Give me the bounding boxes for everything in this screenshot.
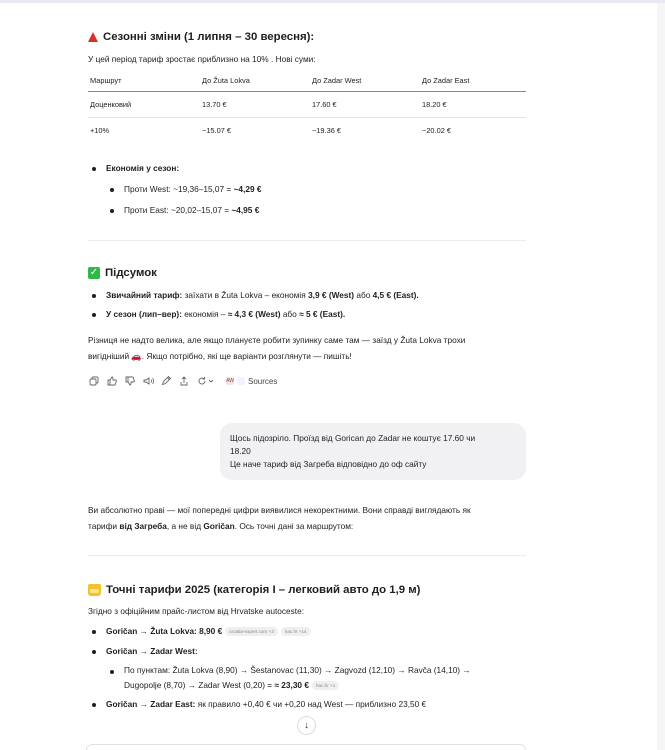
warning-triangle-icon [88,32,98,42]
source-chip[interactable]: croatia-expert.com +3 [225,627,278,636]
summary-label: У сезон (лип–вер): [106,309,182,319]
source-chip[interactable]: hac.hr +1 [312,681,339,690]
table-row [88,118,526,144]
arrow-down-icon: ↓ [304,720,309,731]
summary-value: 3,9 € (West) [308,290,355,300]
tariff-label: Goričan → Zadar East: [106,699,196,709]
list-item [88,160,261,177]
share-icon[interactable] [178,375,190,387]
table-cell: 17.60 € [310,92,420,118]
summary-list [88,287,419,323]
car-icon [88,584,101,596]
summary-note [88,332,465,364]
summary-note-line: вигідніший 🚗. Якщо потрібно, які ще варіанти розглянути — пишіть! [88,351,352,361]
summary-value: ≈ 5 € (East). [299,309,346,319]
list-item [88,643,471,660]
saving-value: ~4,29 € [233,184,262,194]
route-total: ≈ 23,30 € [274,680,309,690]
route-breakdown: По пунктам: Žuta Lokva (8,90) → Šestanovac (11,30) → Zagvozd (12,10) → Ravča (14,10) → [124,665,471,675]
source-favicon-icon: AW [226,378,234,384]
user-message-line: Це наче тариф від Загреба відповідно до оф сайту [230,459,427,469]
table-cell: Доценковий [88,92,200,118]
table-row [88,92,526,118]
source-favicon-icon [237,377,245,385]
divider [88,240,526,241]
reply-bold: від Загреба [119,521,167,531]
list-item [88,306,419,323]
savings-list [88,160,261,219]
reply-text: , а не від [166,521,204,531]
table-cell: 18.20 € [420,92,526,118]
regenerate-icon[interactable] [196,375,216,387]
tariff-text: як правило +0,40 € чи +0,20 над West — приблизно 23,50 € [195,699,427,709]
list-item [88,696,471,713]
table-cell: ~19.36 € [312,126,341,136]
saving-text: Проти East: ~20,02–15,07 = [124,205,232,215]
table-header: До Zadar West [310,76,420,92]
tariffs-intro: Згідно з офіційним прайс-листом від Hrvatske autoceste: [88,606,305,616]
divider [88,555,526,556]
table-header: До Zadar East [420,76,526,92]
summary-text: або [354,290,373,300]
summary-value: 4,5 € (East). [372,290,419,300]
user-message-line: 18.20 [230,446,251,456]
table-cell: 13.70 € [200,92,310,118]
list-item [88,287,419,304]
scrollbar[interactable] [657,3,665,750]
top-border [0,0,665,3]
reply-text: тарифи [88,521,120,531]
reply-line: Ви абсолютно праві — мої попередні цифри виявилися некоректними. Вони справді виглядають як [88,505,471,515]
copy-icon[interactable] [88,375,100,387]
message-actions [88,375,277,387]
tariff-table [88,76,526,144]
table-cell: ~15.07 € [202,126,231,136]
sources-button[interactable] [226,377,277,386]
scroll-down-button[interactable] [297,716,316,735]
saving-value: ~4,95 € [231,205,260,215]
summary-text: або [280,309,300,319]
list-item [88,202,261,219]
seasonal-title: Сезонні зміни (1 липня – 30 вересня): [103,31,315,43]
thumbs-up-icon[interactable] [106,375,118,387]
message-input[interactable] [86,744,526,750]
summary-text: економія – [181,309,228,319]
table-header: До Žuta Lokva [200,76,310,92]
source-chip[interactable]: hac.hr +14 [281,627,311,636]
speaker-icon[interactable] [142,375,154,387]
user-message-bubble [220,423,526,480]
seasonal-heading [88,31,314,43]
edit-icon[interactable] [160,375,172,387]
summary-label: Звичайний тариф: [106,290,183,300]
user-message-line: Щось підозріло. Проїзд від Gorican до Zadar не коштує 17.60 чи [230,433,476,443]
summary-text: заїхати в Žuta Lokva – економія [182,290,309,300]
list-item [88,181,261,198]
route-breakdown: Dugopolje (8,70) → Zadar West (0,20) = [124,680,275,690]
summary-value: ≈ 4,3 € (West) [227,309,281,319]
list-item [88,663,471,693]
seasonal-intro: У цей період тариф зростає приблизно на 10% . Нові суми: [88,54,316,64]
table-cell: +10% [90,126,110,136]
saving-text: Проти West: ~19,36–15,07 = [124,184,234,194]
table-header: Маршрут [88,76,200,92]
assistant-reply [88,502,471,534]
reply-bold: Goričan [203,521,235,531]
summary-note-line: Різниця не надто велика, але якщо плануєте робити зупинку саме там — заїзд у Žuta Lokva трохи [88,335,466,345]
table-header-row [88,76,526,92]
reply-text: . Ось точні дані за маршрутом: [234,521,354,531]
summary-heading [88,267,157,279]
thumbs-down-icon[interactable] [124,375,136,387]
table-cell: ~20.02 € [422,126,451,136]
tariffs-heading [88,584,420,596]
tariff-label: Goričan → Žuta Lokva: 8,90 € [106,626,223,636]
tariffs-list [88,623,471,713]
check-mark-icon: ✓ [89,267,99,278]
summary-title: Підсумок [105,267,157,279]
list-item [88,623,471,640]
savings-title: Економія у сезон: [106,163,180,173]
tariffs-title: Точні тарифи 2025 (категорія I – легковий авто до 1,9 м) [106,584,421,596]
sources-label: Sources [248,376,278,386]
tariff-label: Goričan → Zadar West: [106,646,198,656]
